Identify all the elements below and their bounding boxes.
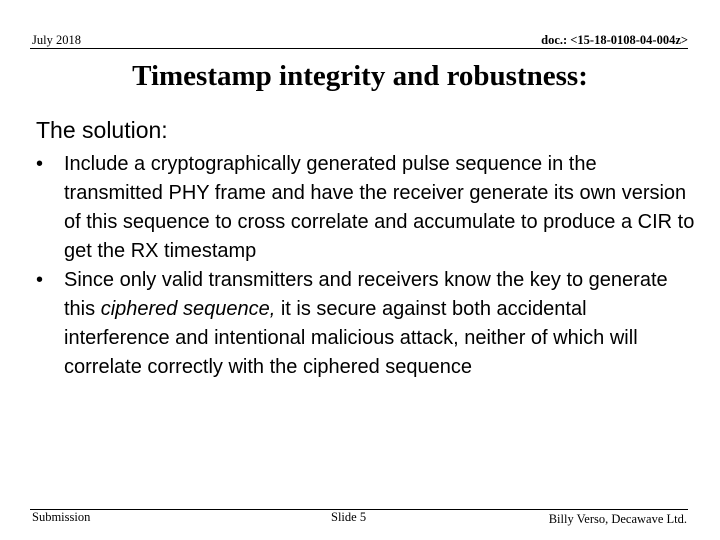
slide-title: Timestamp integrity and robustness:: [132, 60, 588, 92]
bullet-list: [36, 150, 696, 382]
bullet-item-1: [36, 150, 696, 266]
footer-slide-number: Slide 5: [331, 510, 367, 524]
header-date: July 2018: [32, 33, 81, 47]
footer-author: Billy Verso, Decawave Ltd.: [548, 512, 687, 526]
bullet-item-2: [36, 266, 696, 382]
bullet-dot-icon: •: [36, 269, 44, 291]
header-doc-id: doc.: <15-18-0108-04-004z>: [541, 33, 688, 47]
bullet-2-text-start: Since only valid transmitters and receivers know the key to generate this: [64, 269, 668, 320]
header-rule: [30, 48, 688, 49]
slide-subheading: The solution:: [36, 117, 168, 143]
bullet-dot-icon: •: [36, 153, 44, 175]
footer-submission: Submission: [32, 510, 91, 524]
bullet-1-text: Include a cryptographically generated pulse sequence in the transmitted PHY frame and have the receiver generate its own version of this sequence to cross correlate and accumulate to produce a CIR to get the RX timestamp: [64, 153, 695, 262]
bullet-2-text-end: it is secure against both accidental interference and intentional malicious attack, neither of which will correlate correctly with the ciphered sequence: [64, 298, 638, 378]
bullet-2-emphasis: ciphered sequence,: [100, 298, 276, 320]
